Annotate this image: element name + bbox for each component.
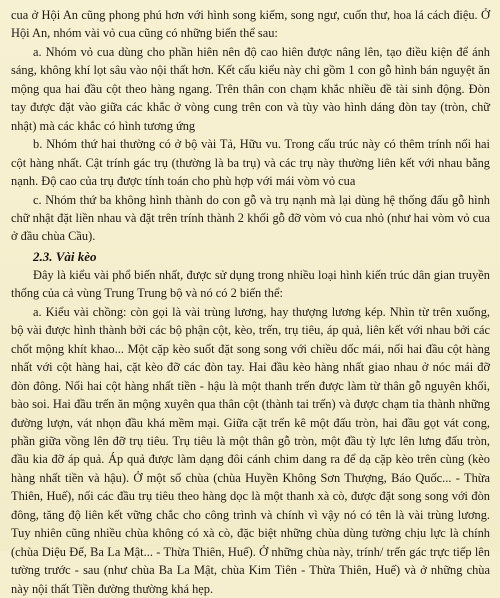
- paragraph-section-intro: Đây là kiểu vài phổ biến nhất, được sử dụng trong nhiều loại hình kiến trúc dân gian truyền thống của cả vùng Trung Trung bộ và nó có 2 biến thể:: [11, 267, 490, 301]
- paragraph-variant-c: c. Nhóm thứ ba không hình thành do con gỗ và trụ nạnh mà lại dùng hệ thống đấu gỗ hình chữ nhật đặt liền nhau và đặt trên trính thành 2 khối gỗ đỡ vòm vỏ cua nhỏ (như hai vòm vỏ cua ở đầu chùa Cầu).: [11, 192, 490, 244]
- paragraph-variant-a: a. Nhóm vỏ cua dùng cho phần hiên nên độ cao hiên được nâng lên, tạo điều kiện để ánh sáng, không khí lọt sâu vào nội thất hơn. Kết cấu kiểu này chỉ gồm 1 con gỗ hình bán nguyệt ăn mộng qua hai đầu cột theo hàng ngang. Trên thân con chạm khắc nhiều đề tài sinh động. Đòn tay được đặt vào giữa các khắc ở vòng cung trên con và tùy vào hình dáng đòn tay (tròn, chữ nhật) mà các khắc có hình tương ứng: [11, 44, 490, 133]
- paragraph-intro: cua ở Hội An cũng phong phú hơn với hình song kiếm, song ngư, cuốn thư, hoa lá cách điệu. Ở Hội An, nhóm vài vỏ cua cũng có những biến thể sau:: [11, 8, 490, 41]
- paragraph-variant-b: b. Nhóm thứ hai thường có ở bộ vài Tả, Hữu vu. Trong cấu trúc này có thêm trính nối hai cột hàng nhất. Cật trính gác trụ (thường là ba trụ) và các trụ này thường liên kết với nhau bằng nạnh. Độ cao của trụ được tính toán cho phù hợp với mái vòm vỏ cua: [11, 137, 490, 189]
- section-heading: 2.3. Vài kèo: [33, 248, 97, 264]
- paragraph-vai-chong: a. Kiểu vài chồng: còn gọi là vài trùng lương, hay thượng lương kép. Nhìn từ trên xuống, bộ vài được hình thành bởi các bộ phận cột, kèo, trến, trụ tiêu, áp quả, liên kết với nhau bởi các chốt mộng khít khao... Một cặp kèo suốt đặt song song với chiều dốc mái, nối hai đầu cột hàng nhất với cột hàng hai, cặt kèo đỡ các đòn tay. Hai đầu kèo hàng nhất giao nhau ở nóc mái đỡ đòn đông. Nối hai cột hàng nhất tiền - hậu là một thanh trến được làm từ thân gỗ nguyên khối, bào soi. Hai đầu trến ăn mộng xuyên qua thân cột (thành tai trến) và được chạm tỉa thành những đường lượn, vát nhọn đầu khá mềm mại. Giữa cặt trến kê một đấu tròn, hai đầu gọt vát cong, phần giữa vồng lên đỡ trụ tiêu. Trụ tiêu là một thân gỗ tròn, một đầu tỳ lực lên lưng đấu tròn, đầu kia đỡ áp quả. Áp quả được làm dạng đôi cánh chim dang ra để dạ cặp kèo trên cùng (kèo hàng nhất tiền và hậu). Ở một số chùa (chùa Huyền Không Sơn Thượng, Báo Quốc... - Thừa Thiên, Huế), nối các đầu trụ tiêu theo hàng dọc là một thanh xà cò, được đặt song song với đòn đông, tăng độ liên kết vững chắc cho công trình và chính vì vậy nó có tên là vài trùng lương. Tuy nhiên cũng nhiều chùa không có xà cò, đặc biệt những chùa dùng tường chịu lực là chính (chùa Diệu Đế, Ba La Mật... - Thừa Thiên, Huế). Ở những chùa này, trính/ trến gác trực tiếp lên tường trước - sau (như chùa Ba La Mật, chùa Kim Tiên - Thừa Thiên, Huế) và ở những chùa này nội thất Tiền đường thường khá hẹp.: [11, 304, 490, 596]
